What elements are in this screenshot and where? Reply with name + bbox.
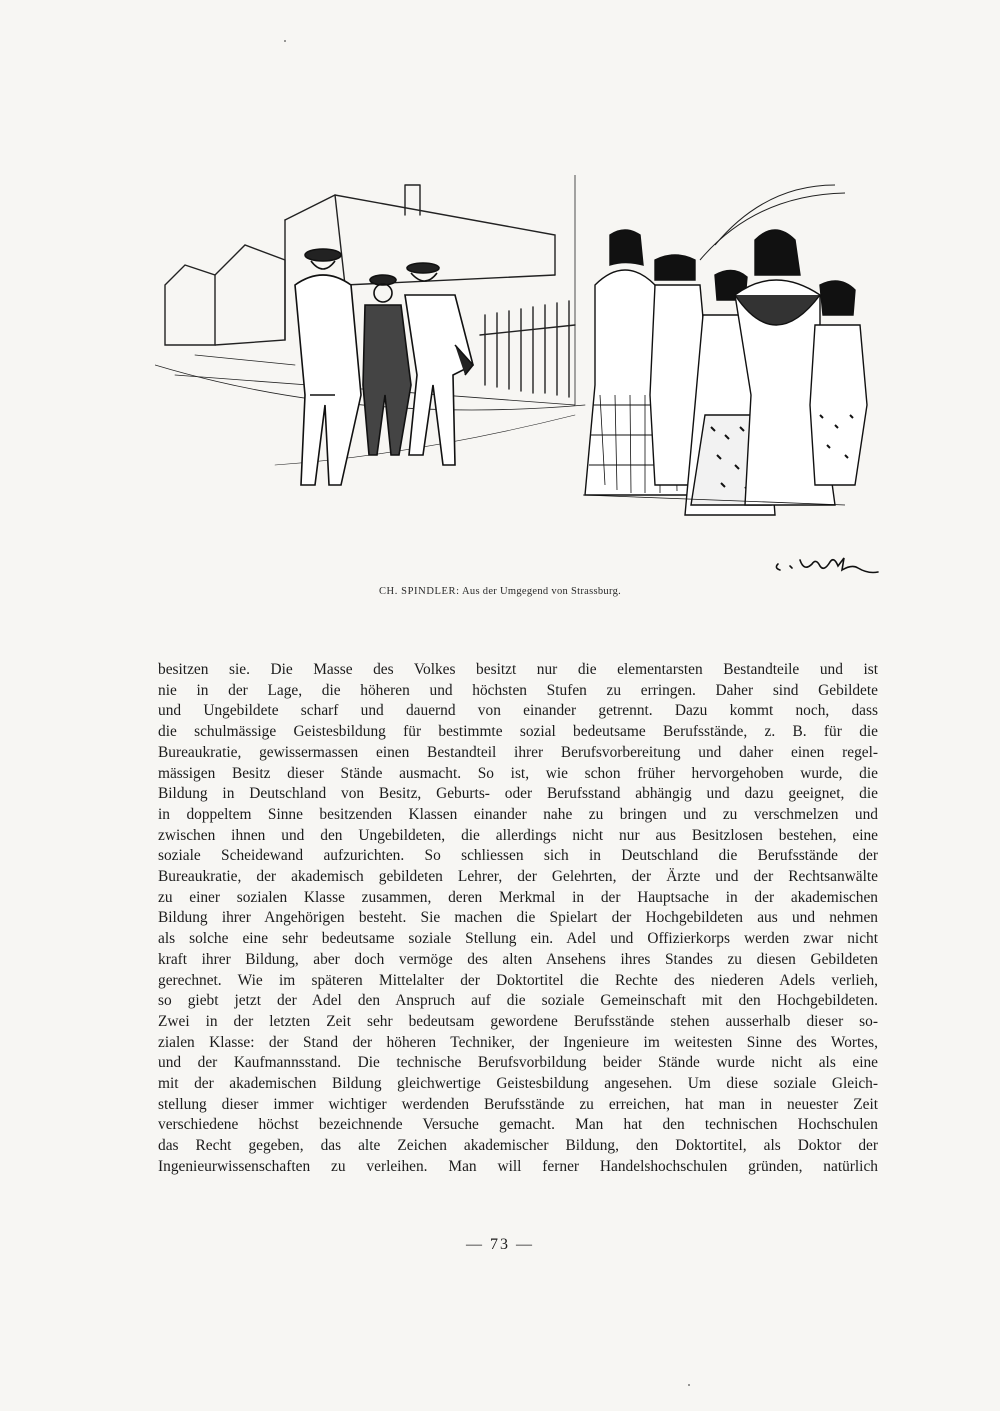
text-line: mit der akademischen Bildung gleichwertige Geistesbildung angesehen. Um diese soziale Gleich-: [158, 1075, 878, 1093]
text-line: besitzen sie. Die Masse des Volkes besitzt nur die elementarsten Bestandteile und ist: [158, 661, 878, 678]
illustration-drawing: [155, 165, 875, 585]
text-line: soziale Scheidewand aufzurichten. So schliessen sich in Deutschland die Berufsstände der: [158, 847, 878, 865]
text-line: Bildung ihrer Angehörigen besteht. Sie machen die Spielart der Hochgebildeten aus und nehmen: [158, 909, 878, 927]
artist-signature: [772, 552, 882, 578]
text-line: zialen Klasse: der Stand der höheren Techniker, der Ingenieure im weitesten Sinne des Wortes,: [158, 1033, 878, 1051]
text-line: zu einer sozialen Klasse zusammen, deren Merkmal in der Hauptsache in der akademischen: [158, 888, 878, 906]
text-line: die schulmässige Geistesbildung für bestimmte sozial bedeutsame Berufsstände, z. B. für die: [158, 723, 878, 741]
text-line: in doppeltem Sinne besitzenden Klassen einander nahe zu bringen und zu verschmelzen und: [158, 805, 878, 823]
paper-speck: [688, 1384, 690, 1386]
text-line: zwischen ihnen und den Ungebildeten, die allerdings nicht nur aus Besitzlosen bestehen, eine: [158, 826, 878, 844]
text-line: Ingenieurwissenschaften zu verleihen. Man will ferner Handelshochschulen gründen, natürlich: [158, 1157, 878, 1175]
text-line: so giebt jetzt der Adel den Anspruch auf die soziale Gemeinschaft mit den Hochgebildeten.: [158, 992, 878, 1010]
text-line: stellung dieser immer wichtiger werdenden Berufsstände zu erreichen, hat man in neuester Zeit: [158, 1095, 878, 1113]
text-line: mässigen Besitz dieser Stände ausmacht. So ist, wie schon früher hervorgehoben wurde, die: [158, 764, 878, 782]
page-number: — 73 —: [466, 1236, 534, 1253]
text-line: Zwei in der letzten Zeit sehr bedeutsam gewordene Berufsstände stehen ausserhalb dieser so-: [158, 1012, 878, 1030]
street-scene-sketch: [155, 165, 875, 585]
text-line: Bureaukratie, der akademisch gebildeten Lehrer, der Gelehrten, der Ärzte und der Rechtsanwälte: [158, 868, 878, 886]
text-line: nie in der Lage, die höheren und höchsten Stufen zu erringen. Daher sind Gebildete: [158, 681, 878, 699]
body-paragraph: [158, 660, 878, 1178]
text-line: Bildung in Deutschland von Besitz, Geburts- oder Berufsstand abhängig und dazu geeignet, die: [158, 785, 878, 803]
text-line: und Ungebildete scharf und dauernd von einander getrennt. Dazu kommt noch, dass: [158, 702, 878, 720]
text-line: kraft ihrer Bildung, aber doch vermöge des alten Ansehens ihres Standes zu diesen Gebildeten: [158, 950, 878, 968]
text-line: als solche eine sehr bedeutsame soziale Stellung ein. Adel und Offizierkorps werden zwar nicht: [158, 930, 878, 948]
text-line: und der Kaufmannsstand. Die technische Berufsvorbildung beider Stände wurde nicht als eine: [158, 1054, 878, 1072]
text-line: verschiedene höchst bezeichnende Versuche gemacht. Man hat den technischen Hochschulen: [158, 1116, 878, 1134]
text-line: gerechnet. Wie im späteren Mittelalter der Doktortitel die Rechte des niederen Adels verlieh,: [158, 971, 878, 989]
caption-title: Aus der Umgegend von Strassburg.: [462, 586, 622, 597]
text-line: Bureaukratie, gewissermassen einen Bestandteil ihrer Berufsvorbereitung und daher einen regel-: [158, 743, 878, 761]
paper-speck: [284, 40, 286, 42]
text-line: das Recht gegeben, das alte Zeichen akademischer Bildung, den Doktortitel, als Doktor der: [158, 1137, 878, 1155]
figure-caption: [0, 586, 1000, 597]
caption-artist: CH. SPINDLER:: [378, 586, 460, 597]
